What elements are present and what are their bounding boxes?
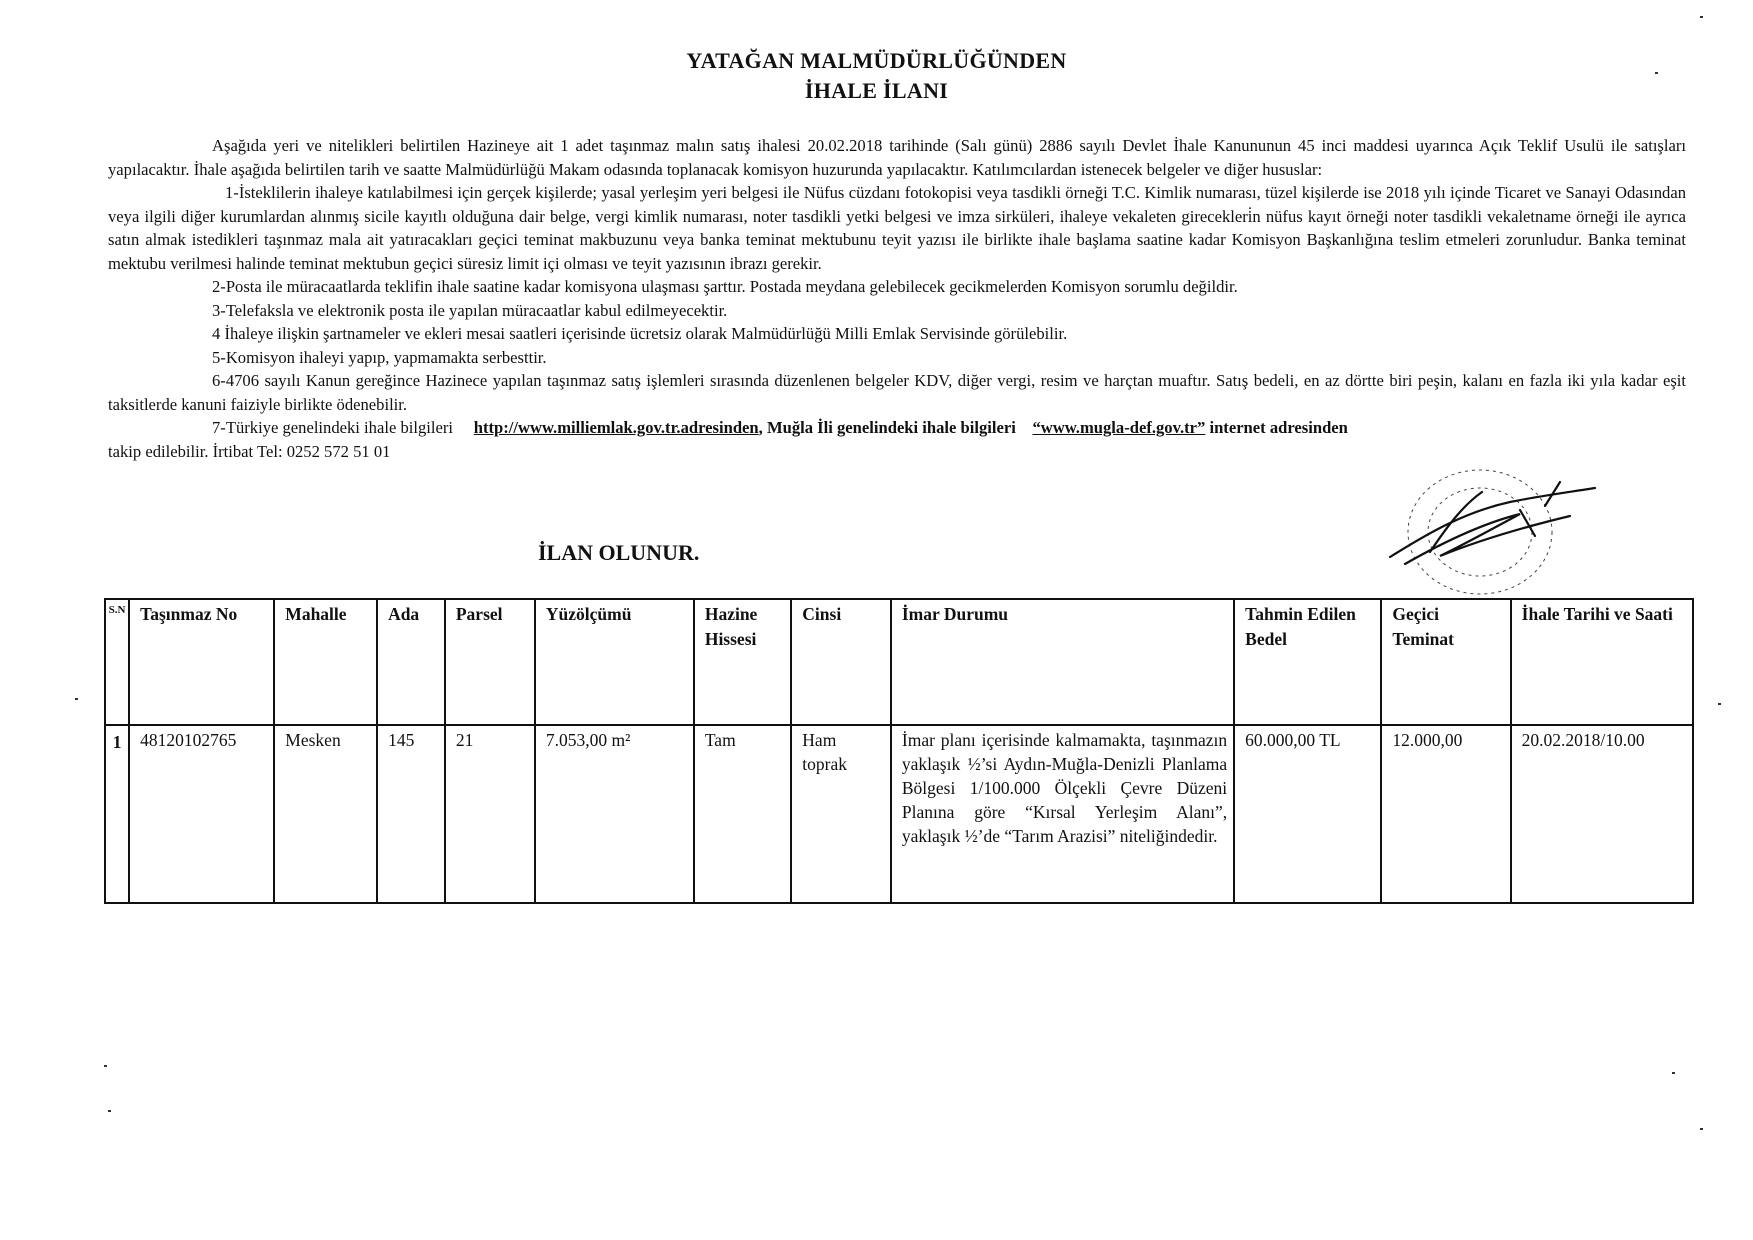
col-ada: Ada (377, 599, 445, 725)
cell-gecici-teminat: 12.000,00 (1381, 725, 1510, 903)
condition-item-1: 1-İsteklilerin ihaleye katılabilmesi için gerçek kişilerde; yasal yerleşim yeri belgesi ile Nüfus cüzdanı fotokopisi veya tasdikli örneği T.C. Kimlik numarası, tüzel kişilerde ise 2018 yılı içinde Ticaret ve Sanayi Odasından veya ilgili diğer kurumlardan alınmış sicile kayıtlı olduğuna dair belge, vergi kimlik numarası, noter tasdikli yetki belgesi ve imza sirküleri, ihaleye vekaleten girecekleri̇n nüfus kayıt örneği noter tasdikli vekaletname örneği ile ayrıca satın almak istedikleri taşınmaz mala ait yatıracakları geçici teminat makbuzunu veya banka teminat mektubunu teyit yazısı ile birlikte ihale başlama saatine kadar Komisyon Başkanlığına teslim etmeleri zorunludur. Banka teminat mektubu verilmesi halinde teminat mektubun geçici süresiz limit içi olması ve teyit yazısının ibrazı gerekir. (108, 183, 1686, 273)
milliemlak-link[interactable]: http://www.milliemlak.gov.tr.adresinden (473, 418, 759, 437)
condition-item-4: 4 İhaleye ilişkin şartnameler ve ekleri mesai saatleri içerisinde ücretsiz olarak Malmüdürlüğü Milli Emlak Servisinde görülebilir. (212, 324, 1068, 343)
cell-parsel: 21 (445, 725, 535, 903)
condition-item-2: 2-Posta ile müracaatlarda teklifin ihale saatine kadar komisyona ulaşması şarttır. Postada meydana gelebilecek gecikmelerden Komisyon sorumlu değildir. (212, 277, 1238, 296)
item7-middle: , Muğla İli genelindeki ihale bilgileri (758, 418, 1016, 437)
col-hazine-hissesi: Hazine Hissesi (694, 599, 791, 725)
col-sn: S.N (105, 599, 129, 725)
notice-body (108, 134, 1686, 463)
col-mahalle: Mahalle (274, 599, 377, 725)
scan-speck (1700, 16, 1703, 18)
col-cinsi: Cinsi (791, 599, 891, 725)
scan-speck (108, 1110, 111, 1112)
table-row (105, 725, 1693, 903)
cell-ada: 145 (377, 725, 445, 903)
col-parsel: Parsel (445, 599, 535, 725)
table-header-row (105, 599, 1693, 725)
item7-prefix: 7-Türkiye genelindeki ihale bilgileri (212, 418, 453, 437)
signature-scribble (1390, 482, 1595, 564)
condition-item-3: 3-Telefaksla ve elektronik posta ile yapılan müracaatlar kabul edilmeyecektir. (212, 300, 728, 320)
scan-speck (75, 698, 78, 700)
condition-item-5: 5-Komisyon ihaleyi yapıp, yapmamakta serbesttir. (212, 347, 547, 367)
cell-cinsi: Ham toprak (791, 725, 891, 903)
contact-line: takip edilebilir. İrtibat Tel: 0252 572 51 01 (108, 441, 391, 461)
cell-tasinmaz-no: 48120102765 (129, 725, 274, 903)
cell-mahalle: Mesken (274, 725, 377, 903)
property-table (104, 598, 1694, 904)
condition-item-7 (108, 416, 1686, 440)
office-title: YATAĞAN MALMÜDÜRLÜĞÜNDEN (686, 48, 1067, 73)
col-ihale-tarihi: İhale Tarihi ve Saati (1511, 599, 1693, 725)
scan-speck (1672, 1072, 1675, 1074)
cell-tahmin-bedel: 60.000,00 TL (1234, 725, 1381, 903)
cell-sn: 1 (105, 725, 129, 903)
intro-paragraph: Aşağıda yeri ve nitelikleri belirtilen Hazineye ait 1 adet taşınmaz malın satış ihalesi 20.02.2018 tarihinde (Salı günü) 2886 sayılı Devlet İhale Kanununun 45 inci maddesi uyarınca Açık Teklif Usulü ile satışları yapılacaktır. İhale aşağıda belirtilen tarih ve saatte Malmüdürlüğü Makam odasında toplanacak komisyon huzurunda yapılacaktır. Katılımcılardan istenecek belgeler ve diğer hususlar: (108, 136, 1686, 179)
closing-statement: İLAN OLUNUR. (538, 540, 700, 565)
col-imar-durumu: İmar Durumu (891, 599, 1234, 725)
col-gecici-teminat: Geçici Teminat (1381, 599, 1510, 725)
cell-imar-durumu: İmar planı içerisinde kalmamakta, taşınmazın yaklaşık ½’si Aydın-Muğla-Denizli Planlama Bölgesi 1/100.000 Ölçekli Çevre Düzeni Planına göre “Kırsal Yerleşim Alanı”, yaklaşık ½’de “Tarım Arazisi” niteliğindedir. (891, 725, 1234, 903)
scan-speck (1718, 703, 1721, 705)
mugla-def-link[interactable]: “www.mugla-def.gov.tr” (1032, 418, 1206, 437)
cell-hazine-hissesi: Tam (694, 725, 791, 903)
official-seal-and-signature (1370, 452, 1620, 622)
scan-speck (1655, 72, 1658, 74)
notice-title: İHALE İLANI (804, 78, 949, 103)
col-yuzolcumu: Yüzölçümü (535, 599, 694, 725)
scan-speck (104, 1065, 107, 1067)
col-tahmin-bedel: Tahmin Edilen Bedel (1234, 599, 1381, 725)
cell-ihale-tarihi: 20.02.2018/10.00 (1511, 725, 1693, 903)
col-tasinmaz-no: Taşınmaz No (129, 599, 274, 725)
scan-speck (1700, 1128, 1703, 1130)
cell-yuzolcumu: 7.053,00 m² (535, 725, 694, 903)
item7-suffix: internet adresinden (1205, 418, 1348, 437)
seal-outline (1408, 470, 1552, 594)
condition-item-6: 6-4706 sayılı Kanun gereğince Hazinece yapılan taşınmaz satış işlemleri sırasında düzenlenen belgeler KDV, diğer vergi, resim ve harçtan muaftır. Satış bedeli, en az dörtte biri peşin, kalanı en fazla iki yıla kadar eşit taksitlerde kanuni faiziyle birlikte ödenebilir. (108, 371, 1686, 414)
